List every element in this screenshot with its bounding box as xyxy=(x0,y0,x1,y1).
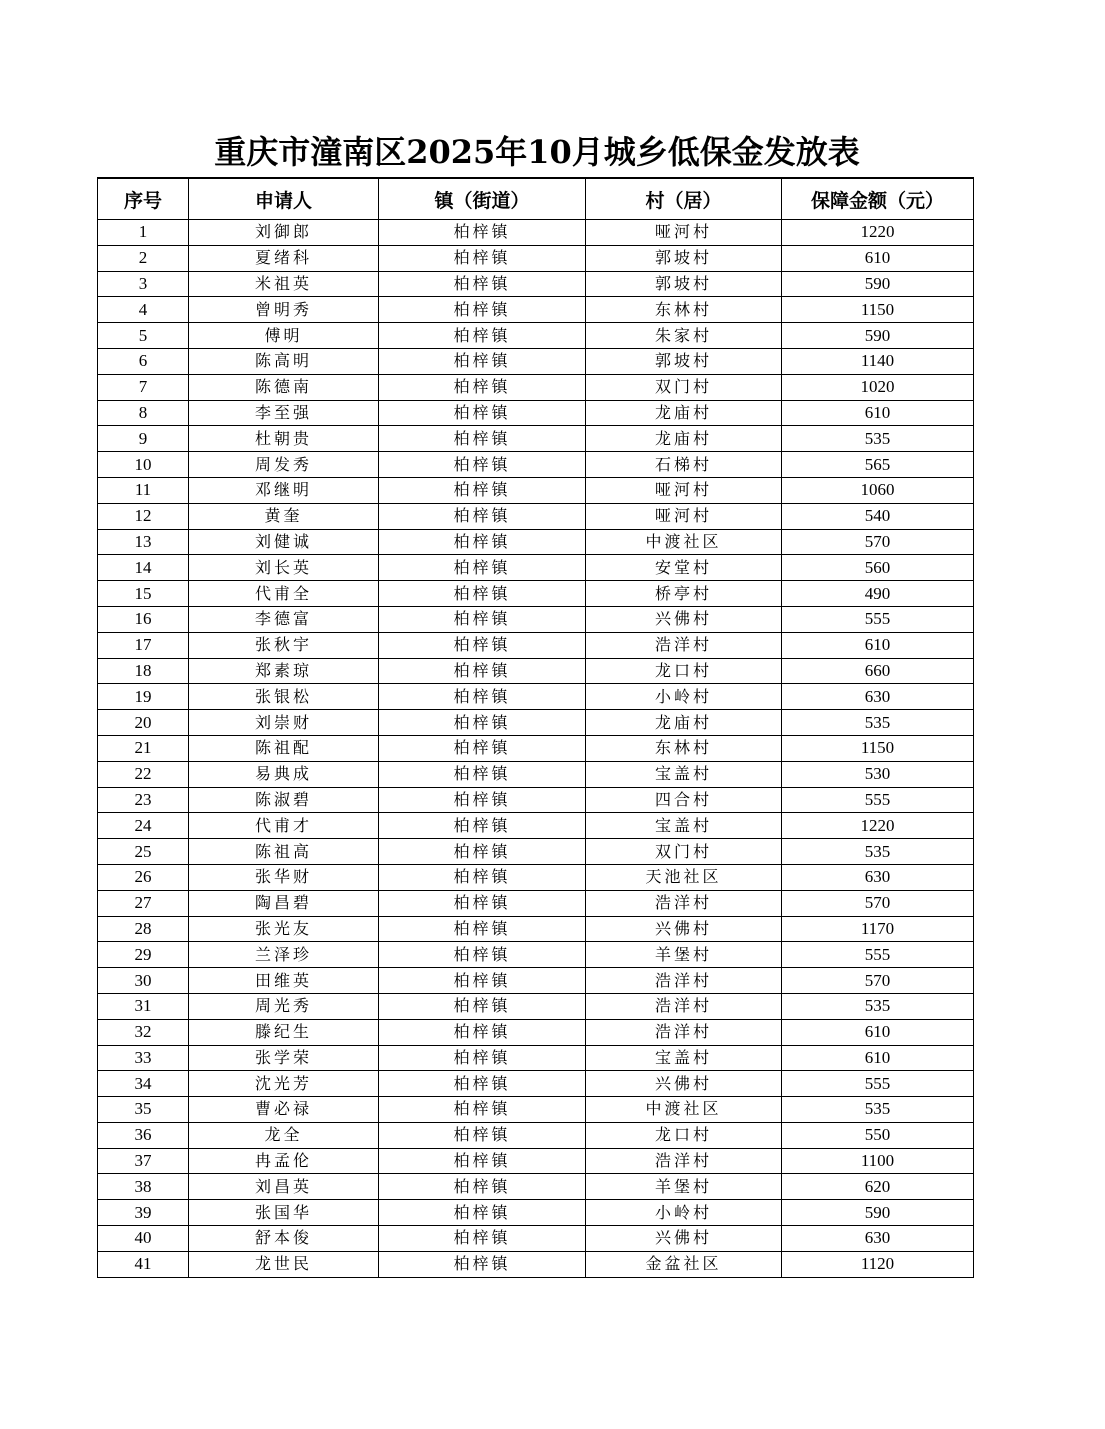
header-village: 村（居） xyxy=(586,178,782,220)
cell-applicant: 张国华 xyxy=(189,1200,379,1226)
cell-town: 柏梓镇 xyxy=(379,348,586,374)
cell-village: 龙口村 xyxy=(586,658,782,684)
cell-applicant: 李至强 xyxy=(189,400,379,426)
table-row xyxy=(98,271,974,297)
cell-serial-number: 37 xyxy=(98,1148,189,1174)
cell-village: 龙庙村 xyxy=(586,426,782,452)
cell-town: 柏梓镇 xyxy=(379,1071,586,1097)
table-row xyxy=(98,684,974,710)
table-row xyxy=(98,864,974,890)
cell-serial-number: 12 xyxy=(98,503,189,529)
cell-serial-number: 25 xyxy=(98,839,189,865)
cell-serial-number: 2 xyxy=(98,245,189,271)
table-row xyxy=(98,1226,974,1252)
cell-amount: 660 xyxy=(782,658,974,684)
cell-applicant: 田维英 xyxy=(189,968,379,994)
table-row xyxy=(98,581,974,607)
cell-amount: 535 xyxy=(782,1097,974,1123)
cell-applicant: 陈祖配 xyxy=(189,735,379,761)
cell-village: 郭坡村 xyxy=(586,271,782,297)
cell-amount: 610 xyxy=(782,400,974,426)
cell-village: 兴佛村 xyxy=(586,606,782,632)
cell-village: 东林村 xyxy=(586,297,782,323)
cell-town: 柏梓镇 xyxy=(379,787,586,813)
cell-serial-number: 20 xyxy=(98,710,189,736)
table-row xyxy=(98,813,974,839)
cell-applicant: 李德富 xyxy=(189,606,379,632)
cell-serial-number: 39 xyxy=(98,1200,189,1226)
cell-village: 朱家村 xyxy=(586,323,782,349)
cell-applicant: 刘崇财 xyxy=(189,710,379,736)
cell-town: 柏梓镇 xyxy=(379,503,586,529)
cell-amount: 1150 xyxy=(782,735,974,761)
table-body xyxy=(98,220,974,1278)
cell-applicant: 陈祖高 xyxy=(189,839,379,865)
cell-town: 柏梓镇 xyxy=(379,684,586,710)
table-row xyxy=(98,503,974,529)
cell-village: 天池社区 xyxy=(586,864,782,890)
cell-serial-number: 19 xyxy=(98,684,189,710)
cell-serial-number: 14 xyxy=(98,555,189,581)
cell-village: 龙庙村 xyxy=(586,400,782,426)
table-row xyxy=(98,400,974,426)
cell-applicant: 易典成 xyxy=(189,761,379,787)
cell-town: 柏梓镇 xyxy=(379,813,586,839)
cell-town: 柏梓镇 xyxy=(379,916,586,942)
cell-amount: 1220 xyxy=(782,813,974,839)
cell-town: 柏梓镇 xyxy=(379,1148,586,1174)
cell-town: 柏梓镇 xyxy=(379,761,586,787)
cell-village: 浩洋村 xyxy=(586,890,782,916)
table-row xyxy=(98,658,974,684)
cell-town: 柏梓镇 xyxy=(379,581,586,607)
cell-serial-number: 32 xyxy=(98,1019,189,1045)
cell-village: 宝盖村 xyxy=(586,761,782,787)
cell-village: 哑河村 xyxy=(586,220,782,246)
cell-town: 柏梓镇 xyxy=(379,1097,586,1123)
cell-village: 兴佛村 xyxy=(586,1226,782,1252)
cell-serial-number: 6 xyxy=(98,348,189,374)
cell-village: 龙口村 xyxy=(586,1122,782,1148)
cell-amount: 630 xyxy=(782,684,974,710)
cell-amount: 1020 xyxy=(782,374,974,400)
cell-amount: 610 xyxy=(782,1019,974,1045)
cell-amount: 590 xyxy=(782,323,974,349)
cell-village: 宝盖村 xyxy=(586,813,782,839)
cell-serial-number: 10 xyxy=(98,452,189,478)
cell-applicant: 陈高明 xyxy=(189,348,379,374)
table-row xyxy=(98,555,974,581)
cell-applicant: 邓继明 xyxy=(189,477,379,503)
cell-serial-number: 28 xyxy=(98,916,189,942)
cell-amount: 570 xyxy=(782,529,974,555)
cell-village: 兴佛村 xyxy=(586,1071,782,1097)
cell-applicant: 刘健诚 xyxy=(189,529,379,555)
cell-amount: 630 xyxy=(782,1226,974,1252)
table-row xyxy=(98,735,974,761)
cell-town: 柏梓镇 xyxy=(379,271,586,297)
cell-amount: 555 xyxy=(782,606,974,632)
cell-town: 柏梓镇 xyxy=(379,1019,586,1045)
cell-town: 柏梓镇 xyxy=(379,710,586,736)
page-title: 重庆市潼南区2025年10月城乡低保金发放表 xyxy=(214,133,860,171)
header-applicant: 申请人 xyxy=(189,178,379,220)
cell-amount: 570 xyxy=(782,968,974,994)
allowance-table xyxy=(97,177,974,1278)
cell-applicant: 曹必禄 xyxy=(189,1097,379,1123)
header-serial-number: 序号 xyxy=(98,178,189,220)
cell-town: 柏梓镇 xyxy=(379,220,586,246)
cell-amount: 540 xyxy=(782,503,974,529)
table-row xyxy=(98,477,974,503)
cell-amount: 590 xyxy=(782,271,974,297)
cell-town: 柏梓镇 xyxy=(379,555,586,581)
cell-serial-number: 15 xyxy=(98,581,189,607)
table-row xyxy=(98,220,974,246)
cell-amount: 1140 xyxy=(782,348,974,374)
cell-amount: 610 xyxy=(782,632,974,658)
cell-village: 浩洋村 xyxy=(586,1148,782,1174)
cell-town: 柏梓镇 xyxy=(379,452,586,478)
table-row xyxy=(98,1071,974,1097)
table-row xyxy=(98,787,974,813)
cell-village: 中渡社区 xyxy=(586,529,782,555)
cell-applicant: 代甫才 xyxy=(189,813,379,839)
cell-applicant: 刘长英 xyxy=(189,555,379,581)
cell-serial-number: 3 xyxy=(98,271,189,297)
cell-amount: 535 xyxy=(782,993,974,1019)
cell-town: 柏梓镇 xyxy=(379,400,586,426)
cell-village: 东林村 xyxy=(586,735,782,761)
cell-town: 柏梓镇 xyxy=(379,1045,586,1071)
table-row xyxy=(98,529,974,555)
cell-amount: 530 xyxy=(782,761,974,787)
cell-serial-number: 9 xyxy=(98,426,189,452)
cell-village: 郭坡村 xyxy=(586,348,782,374)
cell-applicant: 黄奎 xyxy=(189,503,379,529)
cell-applicant: 滕纪生 xyxy=(189,1019,379,1045)
cell-town: 柏梓镇 xyxy=(379,1174,586,1200)
cell-town: 柏梓镇 xyxy=(379,632,586,658)
cell-town: 柏梓镇 xyxy=(379,968,586,994)
cell-town: 柏梓镇 xyxy=(379,477,586,503)
cell-applicant: 冉孟伦 xyxy=(189,1148,379,1174)
cell-town: 柏梓镇 xyxy=(379,993,586,1019)
cell-village: 龙庙村 xyxy=(586,710,782,736)
cell-applicant: 曾明秀 xyxy=(189,297,379,323)
cell-serial-number: 5 xyxy=(98,323,189,349)
cell-applicant: 陶昌碧 xyxy=(189,890,379,916)
cell-town: 柏梓镇 xyxy=(379,839,586,865)
cell-serial-number: 34 xyxy=(98,1071,189,1097)
cell-applicant: 米祖英 xyxy=(189,271,379,297)
cell-village: 安堂村 xyxy=(586,555,782,581)
cell-amount: 1120 xyxy=(782,1251,974,1277)
table-row xyxy=(98,245,974,271)
table-row xyxy=(98,374,974,400)
table-row xyxy=(98,916,974,942)
cell-village: 金盆社区 xyxy=(586,1251,782,1277)
cell-town: 柏梓镇 xyxy=(379,1226,586,1252)
cell-applicant: 张光友 xyxy=(189,916,379,942)
table-row xyxy=(98,1200,974,1226)
cell-village: 双门村 xyxy=(586,839,782,865)
table-row xyxy=(98,1148,974,1174)
cell-village: 郭坡村 xyxy=(586,245,782,271)
cell-amount: 630 xyxy=(782,864,974,890)
cell-serial-number: 23 xyxy=(98,787,189,813)
cell-serial-number: 21 xyxy=(98,735,189,761)
table-row xyxy=(98,839,974,865)
cell-serial-number: 40 xyxy=(98,1226,189,1252)
cell-serial-number: 13 xyxy=(98,529,189,555)
cell-amount: 490 xyxy=(782,581,974,607)
cell-amount: 560 xyxy=(782,555,974,581)
cell-village: 双门村 xyxy=(586,374,782,400)
table-header-row xyxy=(98,178,974,220)
cell-village: 宝盖村 xyxy=(586,1045,782,1071)
cell-serial-number: 4 xyxy=(98,297,189,323)
cell-serial-number: 17 xyxy=(98,632,189,658)
table-row xyxy=(98,1122,974,1148)
cell-town: 柏梓镇 xyxy=(379,245,586,271)
cell-village: 哑河村 xyxy=(586,477,782,503)
cell-amount: 1150 xyxy=(782,297,974,323)
cell-town: 柏梓镇 xyxy=(379,1251,586,1277)
table-row xyxy=(98,761,974,787)
cell-applicant: 龙全 xyxy=(189,1122,379,1148)
cell-serial-number: 41 xyxy=(98,1251,189,1277)
cell-serial-number: 38 xyxy=(98,1174,189,1200)
cell-amount: 1220 xyxy=(782,220,974,246)
cell-amount: 550 xyxy=(782,1122,974,1148)
cell-applicant: 舒本俊 xyxy=(189,1226,379,1252)
table-row xyxy=(98,452,974,478)
cell-town: 柏梓镇 xyxy=(379,1200,586,1226)
table-row xyxy=(98,348,974,374)
cell-amount: 535 xyxy=(782,710,974,736)
table-row xyxy=(98,1251,974,1277)
cell-applicant: 傅明 xyxy=(189,323,379,349)
cell-town: 柏梓镇 xyxy=(379,374,586,400)
cell-town: 柏梓镇 xyxy=(379,297,586,323)
cell-village: 小岭村 xyxy=(586,684,782,710)
cell-serial-number: 29 xyxy=(98,942,189,968)
cell-applicant: 刘御郎 xyxy=(189,220,379,246)
table-row xyxy=(98,1097,974,1123)
table-row xyxy=(98,710,974,736)
table-row xyxy=(98,606,974,632)
table-row xyxy=(98,942,974,968)
cell-amount: 1060 xyxy=(782,477,974,503)
cell-applicant: 张银松 xyxy=(189,684,379,710)
table-row xyxy=(98,1019,974,1045)
cell-serial-number: 7 xyxy=(98,374,189,400)
cell-serial-number: 26 xyxy=(98,864,189,890)
cell-town: 柏梓镇 xyxy=(379,426,586,452)
cell-applicant: 张学荣 xyxy=(189,1045,379,1071)
table-row xyxy=(98,993,974,1019)
cell-town: 柏梓镇 xyxy=(379,735,586,761)
cell-applicant: 刘昌英 xyxy=(189,1174,379,1200)
cell-town: 柏梓镇 xyxy=(379,529,586,555)
cell-applicant: 郑素琼 xyxy=(189,658,379,684)
cell-amount: 610 xyxy=(782,1045,974,1071)
cell-village: 四合村 xyxy=(586,787,782,813)
cell-village: 小岭村 xyxy=(586,1200,782,1226)
table-row xyxy=(98,426,974,452)
cell-serial-number: 18 xyxy=(98,658,189,684)
table-row xyxy=(98,968,974,994)
cell-serial-number: 36 xyxy=(98,1122,189,1148)
header-town: 镇（街道） xyxy=(379,178,586,220)
cell-applicant: 周光秀 xyxy=(189,993,379,1019)
cell-serial-number: 33 xyxy=(98,1045,189,1071)
cell-applicant: 夏绪科 xyxy=(189,245,379,271)
table-row xyxy=(98,1174,974,1200)
cell-amount: 555 xyxy=(782,787,974,813)
cell-village: 浩洋村 xyxy=(586,632,782,658)
cell-village: 中渡社区 xyxy=(586,1097,782,1123)
cell-serial-number: 16 xyxy=(98,606,189,632)
cell-serial-number: 1 xyxy=(98,220,189,246)
table-row xyxy=(98,297,974,323)
cell-applicant: 陈德南 xyxy=(189,374,379,400)
cell-applicant: 沈光芳 xyxy=(189,1071,379,1097)
table-row xyxy=(98,323,974,349)
header-amount: 保障金额（元） xyxy=(782,178,974,220)
cell-amount: 535 xyxy=(782,839,974,865)
cell-amount: 620 xyxy=(782,1174,974,1200)
cell-serial-number: 24 xyxy=(98,813,189,839)
table-row xyxy=(98,1045,974,1071)
cell-amount: 1170 xyxy=(782,916,974,942)
cell-village: 浩洋村 xyxy=(586,1019,782,1045)
cell-village: 羊堡村 xyxy=(586,942,782,968)
cell-applicant: 杜朝贵 xyxy=(189,426,379,452)
cell-amount: 570 xyxy=(782,890,974,916)
cell-serial-number: 30 xyxy=(98,968,189,994)
cell-town: 柏梓镇 xyxy=(379,890,586,916)
cell-applicant: 代甫全 xyxy=(189,581,379,607)
table-row xyxy=(98,890,974,916)
cell-serial-number: 35 xyxy=(98,1097,189,1123)
cell-amount: 610 xyxy=(782,245,974,271)
cell-village: 浩洋村 xyxy=(586,993,782,1019)
cell-amount: 1100 xyxy=(782,1148,974,1174)
cell-serial-number: 27 xyxy=(98,890,189,916)
cell-village: 兴佛村 xyxy=(586,916,782,942)
cell-village: 哑河村 xyxy=(586,503,782,529)
cell-village: 桥亭村 xyxy=(586,581,782,607)
cell-town: 柏梓镇 xyxy=(379,1122,586,1148)
table-row xyxy=(98,632,974,658)
cell-amount: 590 xyxy=(782,1200,974,1226)
cell-serial-number: 22 xyxy=(98,761,189,787)
cell-serial-number: 31 xyxy=(98,993,189,1019)
cell-town: 柏梓镇 xyxy=(379,864,586,890)
cell-serial-number: 11 xyxy=(98,477,189,503)
cell-village: 羊堡村 xyxy=(586,1174,782,1200)
cell-applicant: 周发秀 xyxy=(189,452,379,478)
cell-amount: 535 xyxy=(782,426,974,452)
cell-town: 柏梓镇 xyxy=(379,606,586,632)
cell-town: 柏梓镇 xyxy=(379,942,586,968)
cell-amount: 565 xyxy=(782,452,974,478)
cell-town: 柏梓镇 xyxy=(379,323,586,349)
cell-applicant: 兰泽珍 xyxy=(189,942,379,968)
cell-village: 石梯村 xyxy=(586,452,782,478)
cell-applicant: 张华财 xyxy=(189,864,379,890)
cell-applicant: 陈淑碧 xyxy=(189,787,379,813)
cell-applicant: 张秋宇 xyxy=(189,632,379,658)
cell-amount: 555 xyxy=(782,942,974,968)
cell-applicant: 龙世民 xyxy=(189,1251,379,1277)
cell-amount: 555 xyxy=(782,1071,974,1097)
cell-serial-number: 8 xyxy=(98,400,189,426)
cell-town: 柏梓镇 xyxy=(379,658,586,684)
cell-village: 浩洋村 xyxy=(586,968,782,994)
